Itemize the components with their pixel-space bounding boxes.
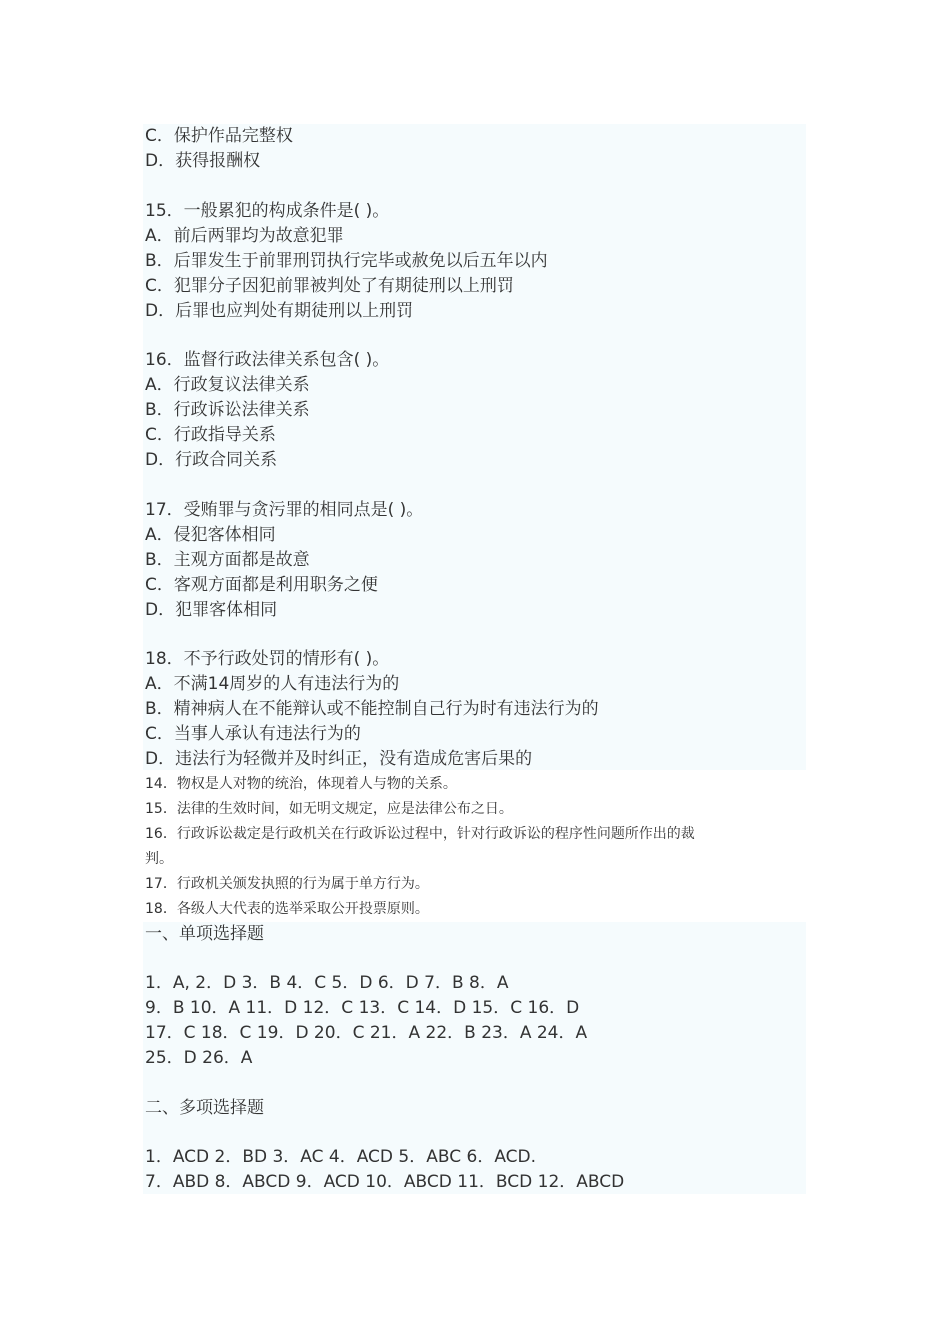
q15-option-d: D．后罪也应判处有期徒刑以上刑罚 bbox=[145, 301, 414, 321]
q18-option-a: A．不满14周岁的人有违法行为的 bbox=[145, 674, 400, 694]
q17-option-b: B．主观方面都是故意 bbox=[145, 550, 310, 570]
judgment-17: 17．行政机关颁发执照的行为属于单方行为。 bbox=[145, 876, 429, 892]
q18-stem: 18．不予行政处罚的情形有( )。 bbox=[145, 649, 390, 669]
q16-option-c: C．行政指导关系 bbox=[145, 425, 276, 445]
q16-stem: 16．监督行政法律关系包含( )。 bbox=[145, 350, 390, 370]
single-answers-line-2: 9．B 10．A 11．D 12．C 13．C 14．D 15．C 16．D bbox=[145, 998, 580, 1018]
q15-option-c: C．犯罪分子因犯前罪被判处了有期徒刑以上刑罚 bbox=[145, 276, 514, 296]
judgment-16-line2: 判。 bbox=[145, 851, 173, 867]
q14-option-c: C．保护作品完整权 bbox=[145, 126, 293, 146]
q14-option-d: D．获得报酬权 bbox=[145, 151, 261, 171]
single-answers-line-1: 1．A, 2．D 3．B 4．C 5．D 6．D 7．B 8．A bbox=[145, 973, 509, 993]
judgment-15: 15．法律的生效时间，如无明文规定，应是法律公布之日。 bbox=[145, 801, 513, 817]
q15-option-b: B．后罪发生于前罪刑罚执行完毕或赦免以后五年以内 bbox=[145, 251, 548, 271]
q17-stem: 17．受贿罪与贪污罪的相同点是( )。 bbox=[145, 500, 424, 520]
q16-option-a: A．行政复议法律关系 bbox=[145, 375, 310, 395]
judgment-16-line1: 16．行政诉讼裁定是行政机关在行政诉讼过程中，针对行政诉讼的程序性问题所作出的裁 bbox=[145, 826, 695, 842]
single-answers-line-3: 17．C 18．C 19．D 20．C 21．A 22．B 23．A 24．A bbox=[145, 1023, 588, 1043]
judgment-14: 14．物权是人对物的统治，体现着人与物的关系。 bbox=[145, 776, 457, 792]
q18-option-b: B．精神病人在不能辩认或不能控制自己行为时有违法行为的 bbox=[145, 699, 599, 719]
q18-option-c: C．当事人承认有违法行为的 bbox=[145, 724, 361, 744]
q16-option-b: B．行政诉讼法律关系 bbox=[145, 400, 310, 420]
q16-option-d: D．行政合同关系 bbox=[145, 450, 278, 470]
multi-choice-heading: 二、多项选择题 bbox=[145, 1098, 264, 1118]
judgment-18: 18．各级人大代表的选举采取公开投票原则。 bbox=[145, 901, 429, 917]
single-choice-heading: 一、单项选择题 bbox=[145, 924, 264, 944]
q15-option-a: A．前后两罪均为故意犯罪 bbox=[145, 226, 344, 246]
q15-stem: 15．一般累犯的构成条件是( )。 bbox=[145, 201, 390, 221]
q17-option-a: A．侵犯客体相同 bbox=[145, 525, 276, 545]
multi-answers-line-1: 1．ACD 2．BD 3．AC 4．ACD 5．ABC 6．ACD. bbox=[145, 1147, 537, 1167]
single-answers-line-4: 25．D 26．A bbox=[145, 1048, 253, 1068]
q17-option-c: C．客观方面都是利用职务之便 bbox=[145, 575, 378, 595]
q17-option-d: D．犯罪客体相同 bbox=[145, 600, 278, 620]
multi-answers-line-2: 7．ABD 8．ABCD 9．ACD 10．ABCD 11．BCD 12．ABCD bbox=[145, 1172, 625, 1192]
q18-option-d: D．违法行为轻微并及时纠正，没有造成危害后果的 bbox=[145, 749, 533, 769]
